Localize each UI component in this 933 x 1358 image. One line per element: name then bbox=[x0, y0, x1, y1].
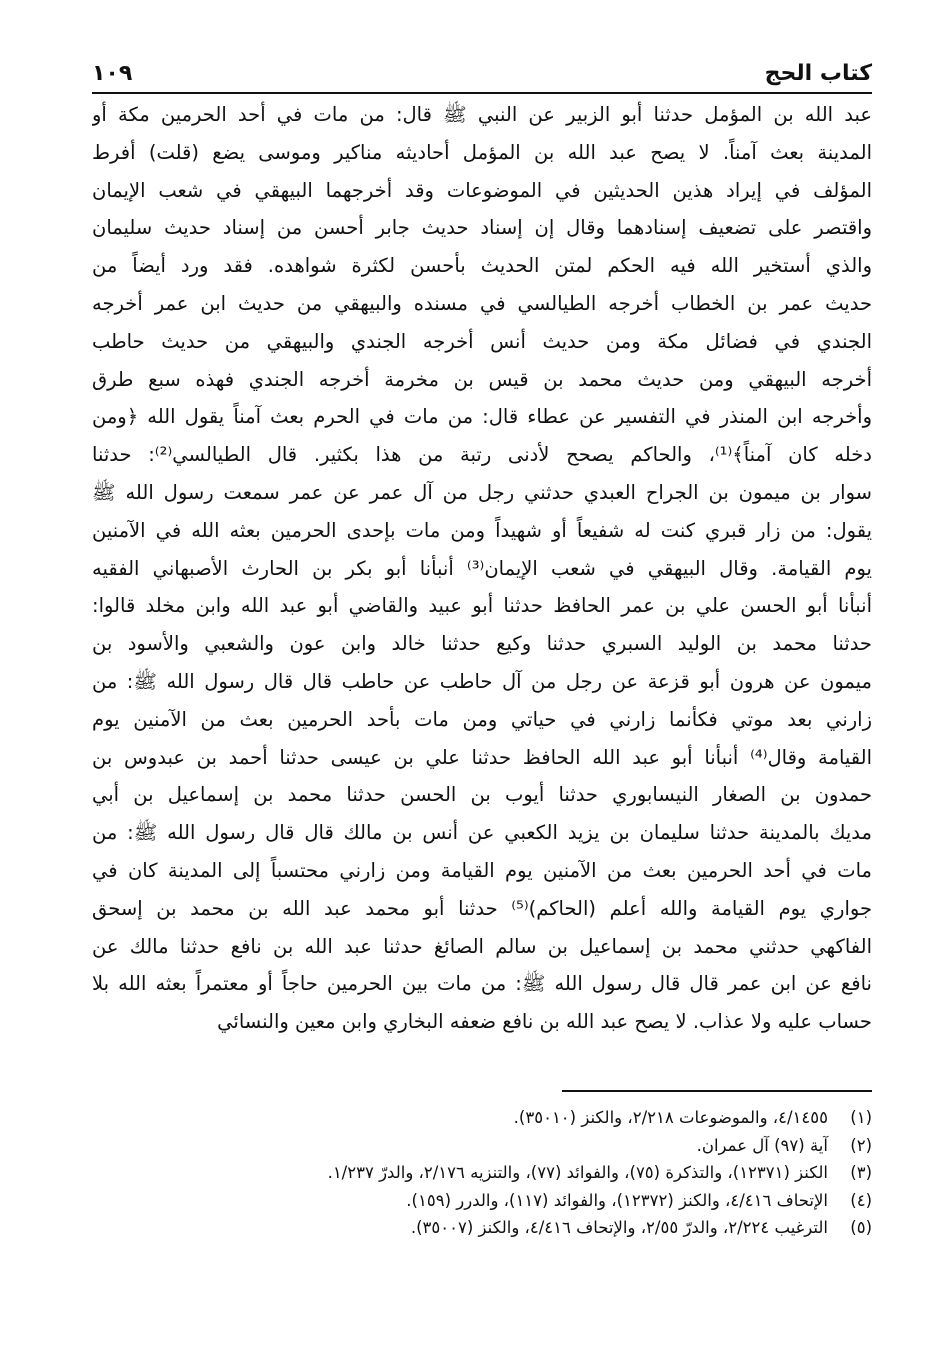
footnote-text: ٤/١٤٥٥، والموضوعات ٢/٢١٨، والكنز (٣٥٠١٠). bbox=[513, 1108, 828, 1127]
text-line: وأخرجه ابن المنذر في التفسير عن عطاء قال: من مات في الحرم بعث آمناً يقول الله ﴿ومن bbox=[92, 405, 872, 429]
footnote-text: الإتحاف ٤/٤١٦، والكنز (١٢٣٧٢)، والفوائد (١١٧)، والدرر (١٥٩). bbox=[406, 1190, 828, 1210]
text-line: أخرجه البيهقي ومن حديث محمد بن قيس بن مخرمة أخرجه الجندي فهذه سبع طرق bbox=[92, 367, 872, 391]
text-line: دخله كان آمناً﴾⁽¹⁾، والحاكم يصحح لأدنى رتبة من هذا بكثير. قال الطيالسي⁽²⁾: حدثنا bbox=[92, 443, 872, 467]
text-line: القيامة وقال⁽⁴⁾ أنبأنا أبو عبد الله الحافظ حدثنا علي بن عيسى حدثنا أحمد بن عبدوس بن bbox=[92, 745, 872, 769]
footnote bbox=[150, 1159, 872, 1187]
footnote-number: (٣) bbox=[850, 1163, 872, 1183]
text-line: والذي أستخير الله فيه الحكم لمتن الحديث بأحسن لكثرة شواهده. فقد ورد أيضاً من bbox=[92, 254, 872, 278]
text-line: الفاكهي حدثني محمد بن إسماعيل بن سالم الصائغ حدثنا عبد الله بن نافع حدثنا مالك عن bbox=[92, 934, 872, 958]
text-line: سوار بن ميمون بن الجراح العبدي حدثني رجل من آل عمر عن عمر سمعت رسول الله ﷺ bbox=[92, 480, 872, 504]
text-line: المدينة بعث آمناً. لا يصح عبد الله بن المؤمل أحاديثه مناكير وموسى يضع (قلت) أفرط bbox=[92, 140, 872, 164]
text-line: حدثنا محمد بن الوليد السبري حدثنا وكيع حدثنا خالد وابن عون والشعبي والأسود بن bbox=[92, 632, 872, 656]
footnotes bbox=[150, 1104, 872, 1242]
text-line: واقتصر على تضعيف إسنادهما وقال إن إسناد حديث جابر أحسن من إسناد حديث سليمان bbox=[92, 216, 872, 240]
footnote-text: الكنز (١٢٣٧١)، والتذكرة (٧٥)، والفوائد (٧٧)، والتنزيه ٢/١٧٦، والدرّ ١/٢٣٧. bbox=[327, 1163, 828, 1183]
text-line: يقول: من زار قبري كنت له شفيعاً أو شهيداً ومن مات بإحدى الحرمين بعثه الله في الآمنين bbox=[92, 518, 872, 542]
footnote-number: (٤) bbox=[850, 1190, 872, 1210]
text-line: المؤلف في إيراد هذين الحديثين في الموضوعات وقد أخرجهما البيهقي في شعب الإيمان bbox=[92, 178, 872, 202]
page-number: ١٠٩ bbox=[92, 61, 133, 86]
footnote-text: آية (٩٧) آل عمران. bbox=[696, 1135, 828, 1155]
text-line: حمدون بن الصغار النيسابوري حدثنا أيوب بن الحسن حدثنا محمد بن إسماعيل بن أبي bbox=[92, 783, 872, 807]
footnote-separator bbox=[562, 1090, 872, 1092]
text-line: حساب عليه ولا عذاب. لا يصح عبد الله بن نافع ضعفه البخاري وابن معين والنسائي bbox=[217, 1010, 872, 1034]
chapter-title: كتاب الحج bbox=[764, 61, 872, 86]
running-header bbox=[92, 48, 872, 94]
text-line: أنبأنا أبو الحسن علي بن عمر الحافظ حدثنا أبو عبيد والقاضي أبو عبد الله وابن مخلد قالوا: bbox=[92, 594, 872, 618]
footnote bbox=[150, 1214, 872, 1242]
footnote bbox=[150, 1187, 872, 1215]
text-line: عبد الله بن المؤمل حدثنا أبو الزبير عن النبي ﷺ قال: من مات في أحد الحرمين مكة أو bbox=[92, 103, 872, 126]
footnote-number: (٥) bbox=[850, 1218, 872, 1238]
text-line: حديث عمر بن الخطاب أخرجه الطيالسي في مسنده والبيهقي من حديث ابن عمر أخرجه bbox=[92, 291, 872, 315]
footnote-text: الترغيب ٢/٢٢٤، والدرّ ٢/٥٥، والإتحاف ٤/٤١٦، والكنز (٣٥٠٠٧). bbox=[410, 1218, 828, 1238]
footnote-number: (٢) bbox=[850, 1135, 872, 1155]
text-line: زارني بعد موتي فكأنما زارني في حياتي ومن مات بأحد الحرمين بعث من الآمنين يوم bbox=[92, 707, 872, 731]
text-line: نافع عن ابن عمر قال قال رسول الله ﷺ: من مات بين الحرمين حاجاً أو معتمراً بعثه الله بلا bbox=[92, 972, 872, 996]
text-line: الجندي في فضائل مكة ومن حديث أنس أخرجه الجندي والبيهقي من حديث حاطب bbox=[92, 329, 872, 353]
text-line: يوم القيامة. وقال البيهقي في شعب الإيمان⁽³⁾ أنبأنا أبو بكر بن الحارث الأصبهاني الفقيه bbox=[92, 556, 872, 580]
text-line: مديك بالمدينة حدثنا سليمان بن يزيد الكعبي عن أنس بن مالك قال قال رسول الله ﷺ: من bbox=[92, 821, 872, 845]
main-text bbox=[92, 96, 872, 1041]
text-line: ميمون عن هرون أبو قزعة عن رجل من آل حاطب عن حاطب قال قال رسول الله ﷺ: من bbox=[92, 669, 872, 693]
text-line: جواري يوم القيامة والله أعلم (الحاكم)⁽⁵⁾ حدثنا أبو محمد عبد الله بن محمد بن إسحق bbox=[92, 896, 872, 920]
footnote bbox=[150, 1132, 872, 1160]
footnote-number: (١) bbox=[850, 1108, 872, 1127]
footnote bbox=[150, 1104, 872, 1132]
text-line: مات في أحد الحرمين بعث من الآمنين يوم القيامة ومن زارني محتسباً إلى المدينة كان في bbox=[92, 858, 872, 882]
